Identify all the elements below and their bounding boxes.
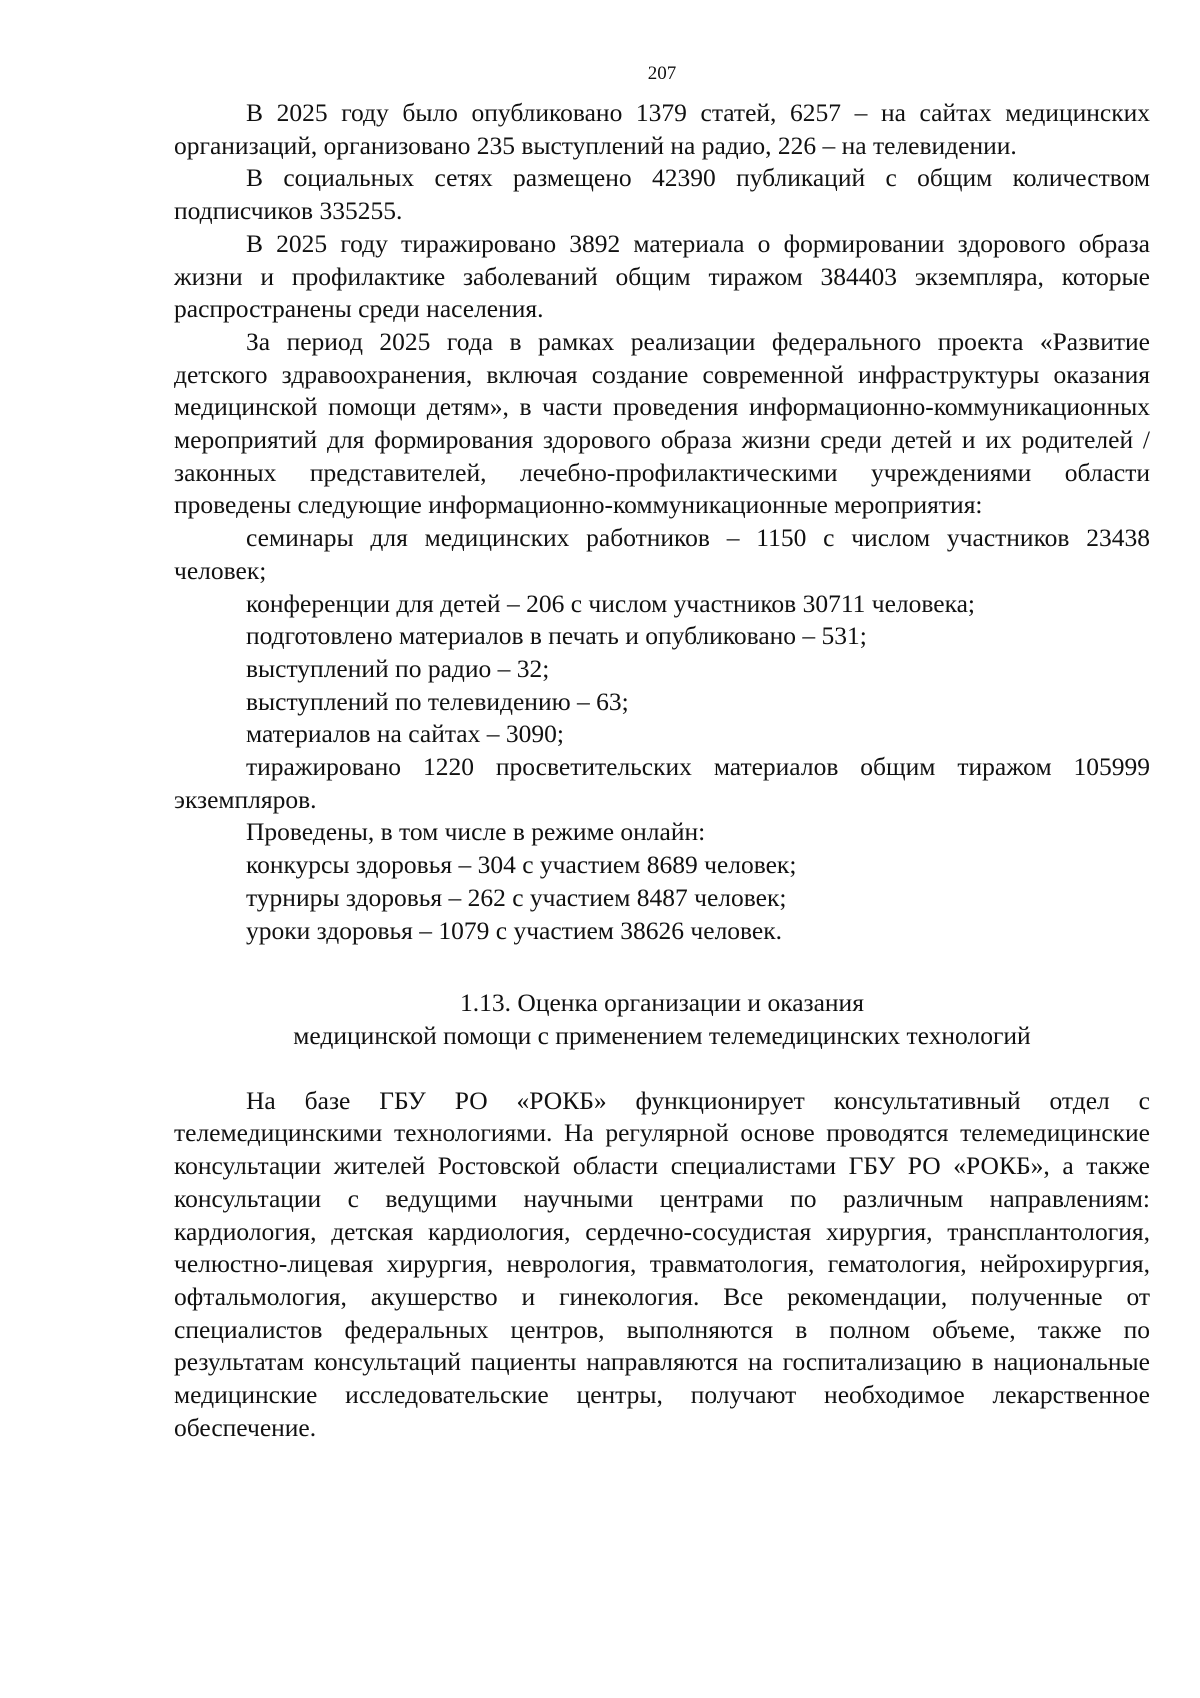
list-item-health-contests: конкурсы здоровья – 304 с участием 8689 человек; <box>246 850 797 880</box>
section-heading-line-1: 1.13. Оценка организации и оказания <box>460 988 864 1018</box>
section-heading-line-2: медицинской помощи с применением телемедицинских технологий <box>293 1020 1031 1050</box>
paragraph-publications: В 2025 году было опубликовано 1379 статей, 6257 – на сайтах медицинских организаций, организовано 235 выступлений на радио, 226 – на телевидении. <box>174 98 1150 160</box>
list-item-replicated-materials: тиражировано 1220 просветительских материалов общим тиражом 105999 экземпляров. <box>174 752 1150 814</box>
section-heading <box>174 987 1150 1052</box>
list-item-health-tournaments: турниры здоровья – 262 с участием 8487 человек; <box>246 882 787 912</box>
paragraph-online-events: Проведены, в том числе в режиме онлайн: <box>246 817 706 847</box>
paragraph-federal-project: За период 2025 года в рамках реализации федерального проекта «Развитие детского здравоохранения, включая создание современной инфраструктуры оказания медицинской помощи детям», в части проведения информационно-коммуникационных мероприятий для формирования здорового образа жизни среди детей и их родителей / законных представителей, лечебно-профилактическими учреждениями области проведены следующие информационно-коммуникационные мероприятия: <box>174 326 1150 520</box>
document-page <box>174 60 1150 1444</box>
paragraph-printed-materials: В 2025 году тиражировано 3892 материала о формировании здорового образа жизни и профилактике заболеваний общим тиражом 384403 экземпляра, которые распространены среди населения. <box>174 228 1150 324</box>
list-item-seminars: семинары для медицинских работников – 1150 с числом участников 23438 человек; <box>174 523 1150 585</box>
list-item-websites: материалов на сайтах – 3090; <box>246 719 564 749</box>
list-item-health-lessons: уроки здоровья – 1079 с участием 38626 человек. <box>246 915 783 945</box>
list-item-conferences: конференции для детей – 206 с числом участников 30711 человека; <box>246 588 975 618</box>
paragraph-social-networks: В социальных сетях размещено 42390 публикаций с общим количеством подписчиков 335255. <box>174 163 1150 226</box>
list-item-television: выступлений по телевидению – 63; <box>246 686 629 716</box>
paragraph-telemedicine: На базе ГБУ РО «РОКБ» функционирует консультативный отдел с телемедицинскими технологиями. На регулярной основе проводятся телемедицинские консультации жителей Ростовской области специалистами ГБУ РО «РОКБ», а также консультации с ведущими научными центрами по различным направлениям: кардиология, детская кардиология, сердечно-сосудистая хирургия, трансплантология, челюстно-лицевая хирургия, неврология, травматология, гематология, нейрохирургия, офтальмология, акушерство и гинекология. Все рекомендации, полученные от специалистов федеральных центров, выполняются в полном объеме, также по результатам консультаций пациенты направляются на госпитализацию в национальные медицинские исследовательские центры, получают необходимое лекарственное обеспечение. <box>174 1085 1150 1442</box>
list-item-radio: выступлений по радио – 32; <box>246 653 550 683</box>
page-number: 207 <box>647 63 677 84</box>
list-item-print-materials: подготовлено материалов в печать и опубликовано – 531; <box>246 621 867 651</box>
